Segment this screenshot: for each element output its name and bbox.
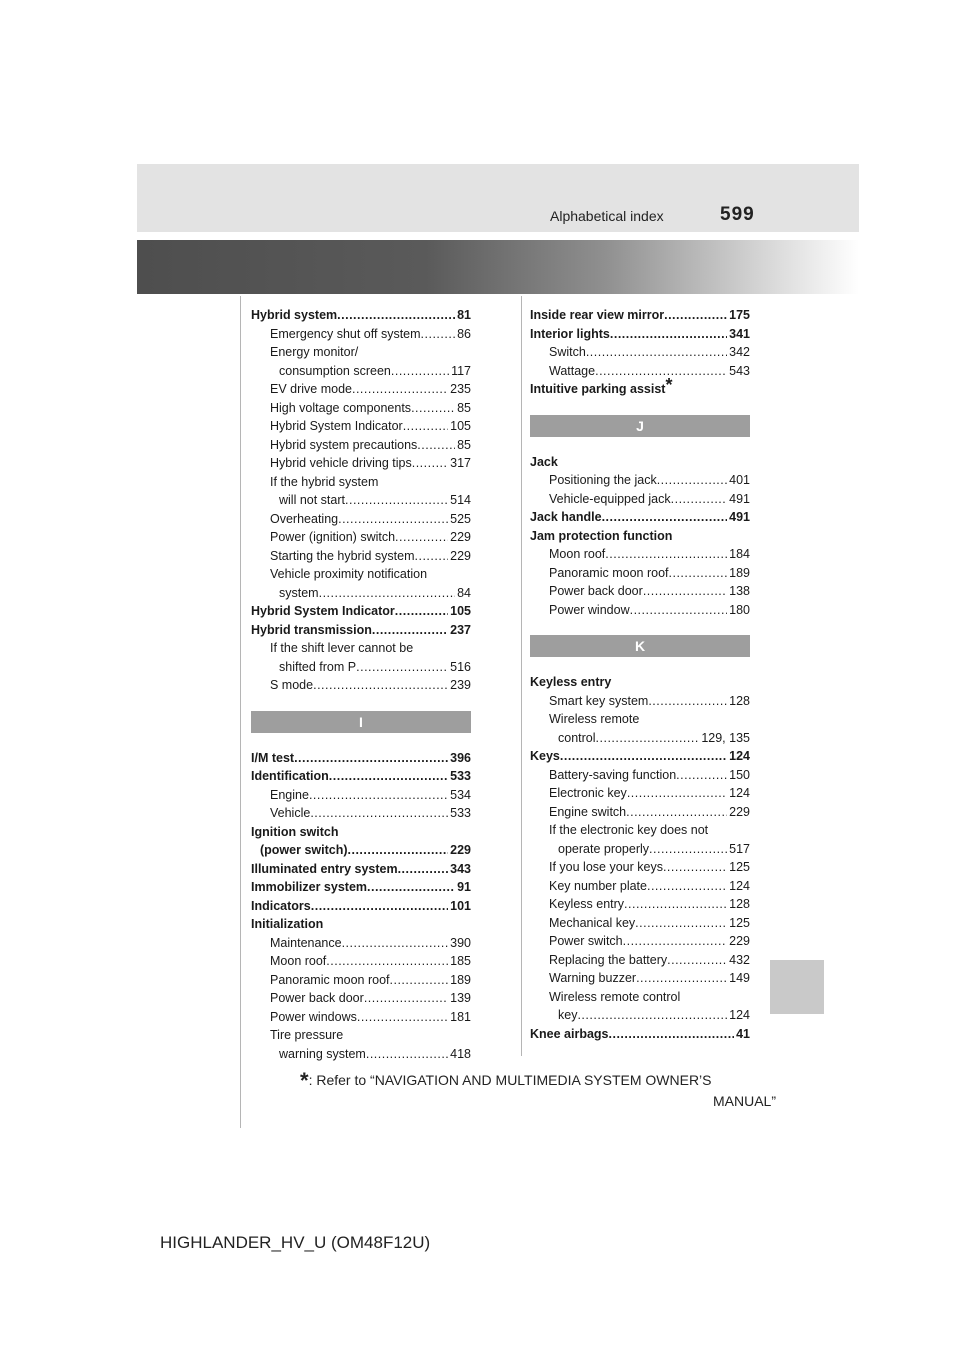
index-entry (530, 453, 750, 472)
index-entry (251, 952, 471, 971)
index-entry-text: High voltage components (270, 400, 412, 415)
page-reference: 341 (729, 326, 750, 341)
dot-leader (421, 325, 456, 344)
model-code: HIGHLANDER_HV_U (OM48F12U) (160, 1233, 431, 1252)
page-reference: 81 (457, 308, 471, 322)
page-reference: 229 (450, 548, 471, 563)
page-reference: 128 (729, 897, 750, 911)
index-entry (530, 325, 750, 344)
index-entry (251, 584, 471, 603)
index-entry (530, 673, 750, 692)
dot-leader (412, 454, 448, 473)
dot-leader (596, 729, 700, 748)
index-entry (251, 510, 471, 529)
dot-leader (411, 399, 455, 418)
dot-leader (647, 877, 727, 896)
dot-leader (649, 840, 727, 859)
page-reference: 149 (729, 971, 750, 985)
page-reference: 534 (450, 787, 471, 802)
dot-leader (390, 971, 449, 990)
page-reference: 533 (450, 769, 471, 783)
dot-leader (671, 490, 728, 509)
index-entry (530, 895, 750, 914)
page-reference: 85 (457, 400, 471, 415)
dot-leader (391, 362, 449, 381)
index-entry (251, 362, 471, 381)
index-entry (530, 471, 750, 490)
index-entry (251, 915, 471, 934)
page-reference: 138 (729, 584, 750, 598)
page-reference: 105 (450, 604, 471, 618)
index-entry (530, 988, 750, 1007)
index-entry-text: Smart key system (549, 693, 649, 708)
page-reference: 229 (450, 530, 471, 544)
letter-heading-j: J (530, 415, 750, 437)
page-reference: 124 (729, 1008, 750, 1022)
index-entry-text: Power (ignition) switch (270, 530, 396, 544)
page-number: 599 (720, 204, 755, 225)
index-entry (530, 306, 750, 325)
page-reference: 84 (457, 585, 471, 600)
index-entry (251, 971, 471, 990)
index-entry-text: Overheating (270, 511, 339, 526)
index-entry (530, 1025, 750, 1044)
index-entry-text: Engine switch (549, 804, 627, 819)
index-entry-text: Emergency shut off system (270, 326, 421, 341)
dot-leader (586, 343, 727, 362)
dot-leader (345, 491, 448, 510)
index-entry-text: Ignition switch (251, 824, 339, 839)
column-divider (521, 296, 522, 1056)
page-reference: 342 (729, 345, 750, 359)
page-reference: 125 (729, 860, 750, 874)
dot-leader (326, 952, 448, 971)
index-entry-text: Replacing the battery (549, 952, 668, 967)
index-column-left (251, 306, 471, 1063)
index-entry-text: Energy monitor/ (270, 345, 359, 359)
index-entry-text: Wattage (549, 363, 596, 378)
index-entry-text: Knee airbags (530, 1026, 609, 1041)
dot-leader (417, 436, 455, 455)
index-entry (530, 710, 750, 729)
index-entry (530, 564, 750, 583)
letter-heading-i: I (251, 711, 471, 733)
dot-leader (395, 602, 448, 621)
index-entry (251, 565, 471, 584)
page-reference: 237 (450, 622, 471, 637)
page-reference: 91 (457, 880, 471, 894)
index-entry (530, 840, 750, 859)
index-entry-text: control (558, 730, 596, 745)
index-entry (530, 729, 750, 748)
page-reference: 101 (450, 898, 471, 913)
dot-leader (311, 897, 448, 916)
index-entry (530, 692, 750, 711)
index-entry (530, 951, 750, 970)
left-rule (240, 296, 241, 1128)
footnote-mark: * (665, 375, 673, 395)
page-reference: 189 (729, 565, 750, 580)
index-entry-text: Mechanical key (549, 915, 636, 930)
page-reference: 517 (729, 841, 750, 856)
index-entry (251, 1045, 471, 1064)
decorative-band (137, 240, 859, 294)
dot-leader (309, 786, 448, 805)
page-reference: 175 (729, 308, 750, 322)
page-reference: 129, 135 (701, 730, 750, 745)
index-entry (530, 582, 750, 601)
index-entry (251, 786, 471, 805)
index-entry (251, 804, 471, 823)
page-reference: 525 (450, 511, 471, 526)
dot-leader (329, 767, 448, 786)
dot-leader (313, 676, 448, 695)
page-reference: 533 (450, 806, 471, 820)
index-entry-text: Hybrid system precautions (270, 437, 418, 452)
page-reference: 396 (450, 750, 471, 765)
dot-leader (337, 306, 455, 325)
index-entry-text: Electronic key (549, 786, 627, 800)
index-entry-text: Intuitive parking assist (530, 382, 666, 396)
page-reference: 181 (450, 1009, 471, 1024)
page-reference: 185 (450, 954, 471, 968)
index-entry-text: (power switch) (260, 843, 348, 857)
index-entry (251, 878, 471, 897)
index-entry (251, 547, 471, 566)
index-entry-text: Vehicle (270, 806, 311, 820)
index-entry-text: Power switch (549, 934, 623, 948)
index-entry-text: Keys (530, 749, 560, 763)
page-reference: 401 (729, 473, 750, 487)
section-title: Alphabetical index (550, 208, 664, 224)
index-entry (251, 989, 471, 1008)
dot-leader (352, 380, 448, 399)
index-entry-text: shifted from P (279, 659, 357, 674)
index-entry (530, 375, 750, 399)
index-entry (251, 676, 471, 695)
index-entry (530, 821, 750, 840)
index-entry-text: I/M test (251, 750, 295, 765)
index-entry (251, 454, 471, 473)
page-reference: 117 (451, 363, 471, 378)
index-entry-text: S mode (270, 678, 314, 692)
index-entry (530, 508, 750, 527)
dot-leader (372, 621, 448, 640)
index-entry (251, 380, 471, 399)
index-entry-text: key (558, 1008, 578, 1022)
dot-leader (356, 658, 448, 677)
dot-leader (348, 841, 449, 860)
page-reference: 514 (450, 493, 471, 507)
dot-leader (319, 584, 456, 603)
page-reference: 180 (729, 602, 750, 617)
index-entry-text: Positioning the jack (549, 473, 657, 487)
index-entry-text: Power windows (270, 1009, 357, 1024)
index-entry-text: operate properly (558, 841, 650, 856)
dot-leader (630, 601, 728, 620)
dot-leader (367, 878, 455, 897)
index-entry-text: Power window (549, 602, 630, 617)
index-entry-text: Vehicle proximity notification (270, 567, 428, 581)
index-entry-text: Wireless remote (549, 712, 640, 726)
index-entry-text: If the hybrid system (270, 474, 379, 489)
index-group-j (530, 453, 750, 620)
page-reference: 343 (450, 861, 471, 876)
dot-leader (643, 582, 727, 601)
index-entry (251, 528, 471, 547)
index-entry (530, 932, 750, 951)
index-entry (251, 621, 471, 640)
index-entry (530, 343, 750, 362)
footnote (300, 1070, 776, 1111)
index-entry (251, 749, 471, 768)
page-reference: 491 (729, 510, 750, 524)
index-entry-text: system (279, 585, 319, 600)
index-entry (251, 823, 471, 842)
page-reference: 150 (729, 767, 750, 782)
index-entry (530, 803, 750, 822)
index-group-hybrid (251, 306, 471, 695)
dot-leader (676, 766, 727, 785)
index-column-right (530, 306, 750, 1043)
page-reference: 184 (729, 547, 750, 561)
index-entry-text: Hybrid system (251, 308, 338, 322)
index-entry (251, 473, 471, 492)
index-entry-text: If the shift lever cannot be (270, 641, 414, 655)
dot-leader (624, 895, 727, 914)
index-entry-text: Hybrid System Indicator (270, 419, 403, 433)
index-entry (251, 767, 471, 786)
footnote-mark: * (300, 1068, 309, 1093)
dot-leader (664, 306, 727, 325)
index-entry-text: Initialization (251, 917, 324, 931)
page-reference: 124 (729, 749, 750, 763)
index-entry-text: If the electronic key does not (549, 823, 709, 837)
page-reference: 239 (450, 678, 471, 692)
index-entry (251, 841, 471, 860)
letter-heading-k: K (530, 635, 750, 657)
dot-leader (657, 471, 727, 490)
index-entry-text: Hybrid transmission (251, 622, 372, 637)
page-reference: 229 (729, 804, 750, 819)
index-entry-text: Jam protection function (530, 528, 673, 543)
dot-leader (364, 989, 448, 1008)
dot-leader (577, 1006, 727, 1025)
index-entry (251, 343, 471, 362)
index-entry-text: Moon roof (549, 547, 606, 561)
page-reference: 432 (729, 952, 750, 967)
index-entry (530, 877, 750, 896)
page-reference: 105 (450, 419, 471, 433)
index-entry (530, 362, 750, 381)
index-entry (251, 399, 471, 418)
footnote-text-line2: MANUAL” (712, 1093, 776, 1109)
dot-leader (602, 508, 728, 527)
index-entry (251, 306, 471, 325)
index-entry (251, 602, 471, 621)
dot-leader (667, 951, 727, 970)
index-entry (530, 490, 750, 509)
page-reference: 516 (450, 659, 471, 674)
index-entry (251, 325, 471, 344)
page-reference: 189 (450, 972, 471, 987)
index-entry-text: Vehicle-equipped jack (549, 491, 671, 506)
dot-leader (338, 510, 448, 529)
page-reference: 125 (729, 915, 750, 930)
index-entry (530, 1006, 750, 1025)
page-reference: 235 (450, 382, 471, 396)
dot-leader (395, 528, 448, 547)
index-entry (251, 639, 471, 658)
dot-leader (560, 747, 727, 766)
index-entry-text: Panoramic moon roof (549, 565, 669, 580)
dot-leader (403, 417, 448, 436)
page-reference: 139 (450, 991, 471, 1005)
page-reference: 128 (729, 693, 750, 708)
index-entry (530, 914, 750, 933)
dot-leader (605, 545, 727, 564)
index-entry (530, 747, 750, 766)
thumb-index-tab (770, 960, 824, 1014)
index-entry (251, 1008, 471, 1027)
dot-leader (663, 858, 727, 877)
dot-leader (609, 1025, 735, 1044)
index-entry-text: Power back door (549, 584, 643, 598)
dot-leader (623, 932, 728, 951)
index-entry (530, 601, 750, 620)
page-reference: 229 (450, 843, 471, 857)
index-entry (530, 858, 750, 877)
page-reference: 317 (450, 456, 471, 470)
index-entry-text: Battery-saving function (549, 767, 677, 782)
page-reference: 85 (457, 437, 471, 452)
page-reference: 229 (729, 934, 750, 948)
dot-leader (626, 803, 727, 822)
dot-leader (669, 564, 728, 583)
index-entry-text: Power back door (270, 991, 364, 1005)
index-entry-text: Interior lights (530, 326, 610, 341)
index-entry-text: Switch (549, 345, 586, 359)
index-entry (530, 784, 750, 803)
index-entry (251, 436, 471, 455)
index-entry-text: Engine (270, 787, 309, 802)
index-entry-text: Keyless entry (530, 675, 612, 689)
index-entry-text: If you lose your keys (549, 860, 663, 874)
index-entry-text: Inside rear view mirror (530, 308, 665, 322)
index-entry (251, 897, 471, 916)
index-group-k (530, 673, 750, 1043)
page-reference: 491 (729, 491, 750, 506)
index-entry-text: Keyless entry (549, 897, 625, 911)
index-entry-text: Tire pressure (270, 1028, 344, 1042)
index-entry-text: Jack (530, 454, 558, 469)
index-entry-text: Wireless remote control (549, 989, 681, 1004)
index-entry (251, 934, 471, 953)
index-entry-text: Jack handle (530, 510, 602, 524)
dot-leader (342, 934, 449, 953)
index-group-i (251, 749, 471, 1064)
index-entry (530, 527, 750, 546)
footnote-text-line1: : Refer to “NAVIGATION AND MULTIMEDIA SYSTEM OWNER’S (308, 1072, 712, 1088)
index-entry (530, 766, 750, 785)
index-entry-text: Indicators (251, 898, 311, 913)
dot-leader (648, 692, 727, 711)
dot-leader (398, 860, 449, 879)
page-reference: 86 (457, 326, 471, 341)
index-entry (251, 417, 471, 436)
index-entry-text: Identification (251, 769, 329, 783)
dot-leader (294, 749, 448, 768)
dot-leader (366, 1045, 448, 1064)
dot-leader (357, 1008, 448, 1027)
page-reference: 543 (729, 363, 750, 378)
index-entry (251, 491, 471, 510)
dot-leader (635, 914, 727, 933)
index-entry-text: Hybrid vehicle driving tips (270, 456, 412, 470)
dot-leader (595, 362, 727, 381)
index-entry (530, 969, 750, 988)
index-entry (251, 860, 471, 879)
index-entry (251, 1026, 471, 1045)
dot-leader (636, 969, 727, 988)
index-entry-text: will not start (279, 493, 345, 507)
page-reference: 418 (450, 1046, 471, 1061)
index-entry-text: Key number plate (549, 878, 647, 893)
index-entry-text: Illuminated entry system (251, 861, 398, 876)
index-entry (251, 658, 471, 677)
index-entry-text: Panoramic moon roof (270, 972, 390, 987)
index-entry-text: warning system (279, 1046, 366, 1061)
index-entry-text: consumption screen (279, 363, 391, 378)
page-reference: 124 (729, 878, 750, 893)
dot-leader (310, 804, 448, 823)
dot-leader (610, 325, 727, 344)
page-reference: 390 (450, 935, 471, 950)
page-reference: 124 (729, 786, 750, 800)
index-entry-text: Maintenance (270, 935, 342, 950)
index-entry-text: Moon roof (270, 954, 327, 968)
index-entry-text: Warning buzzer (549, 971, 637, 985)
index-group-i-continued (530, 306, 750, 399)
dot-leader (627, 784, 727, 803)
index-entry-text: Immobilizer system (251, 880, 368, 894)
index-entry-text: EV drive mode (270, 382, 352, 396)
index-entry-text: Hybrid System Indicator (251, 604, 395, 618)
dot-leader (415, 547, 449, 566)
page-reference: 41 (736, 1026, 750, 1041)
index-entry (530, 545, 750, 564)
index-entry-text: Starting the hybrid system (270, 548, 415, 563)
